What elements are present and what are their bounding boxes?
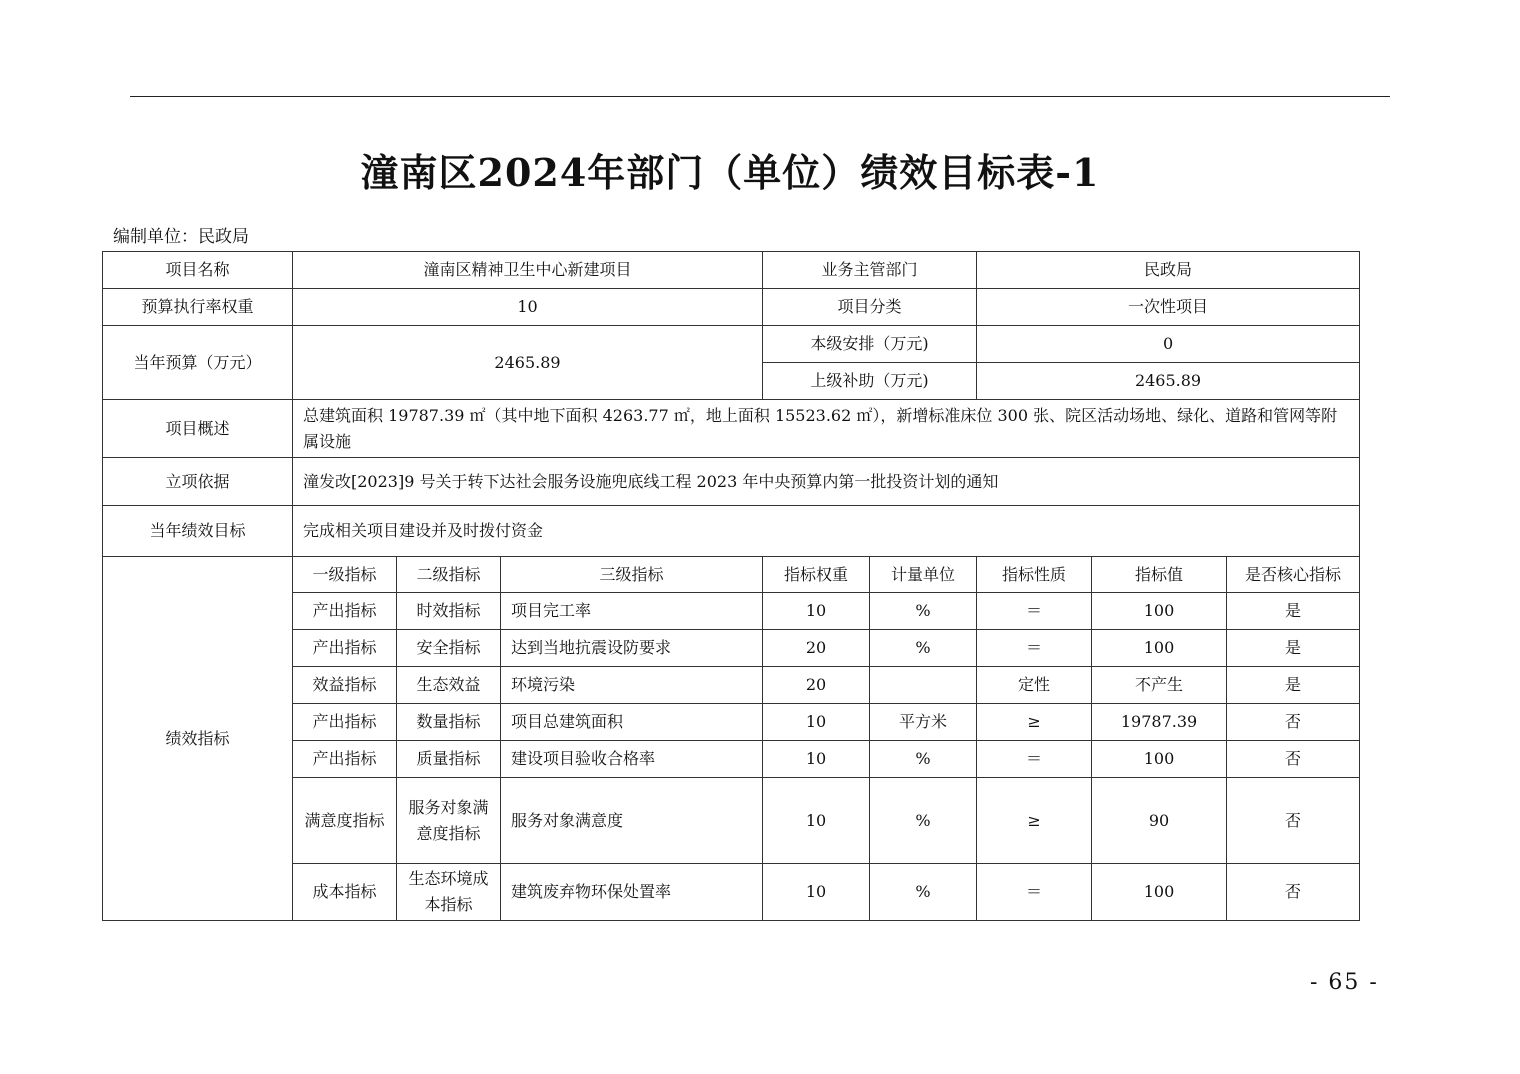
label-indicators: 绩效指标: [103, 557, 293, 921]
cell-core: 是: [1227, 667, 1360, 704]
cell-value: 不产生: [1092, 667, 1227, 704]
cell-level3: 服务对象满意度: [501, 778, 763, 864]
row-weight: [103, 289, 1360, 326]
cell-value: 100: [1092, 864, 1227, 921]
cell-level1: 产出指标: [293, 704, 397, 741]
cell-unit: %: [870, 630, 977, 667]
cell-nature: ＝: [977, 630, 1092, 667]
page-number: - 65 -: [1310, 970, 1379, 995]
row-goal: [103, 506, 1360, 557]
row-basis: [103, 458, 1360, 506]
row-project-name: [103, 252, 1360, 289]
cell-nature: ≥: [977, 778, 1092, 864]
value-local: 0: [977, 326, 1360, 363]
cell-level3: 项目完工率: [501, 593, 763, 630]
cell-level1: 成本指标: [293, 864, 397, 921]
cell-level3: 环境污染: [501, 667, 763, 704]
value-weight: 10: [293, 289, 763, 326]
cell-unit: %: [870, 741, 977, 778]
cell-level1: 效益指标: [293, 667, 397, 704]
cell-weight: 10: [763, 593, 870, 630]
cell-nature: ＝: [977, 864, 1092, 921]
value-overview: 总建筑面积 19787.39 ㎡（其中地下面积 4263.77 ㎡，地上面积 15523.62 ㎡），新增标准床位 300 张、院区活动场地、绿化、道路和管网等附属设施: [293, 400, 1360, 458]
cell-unit: %: [870, 778, 977, 864]
cell-value: 19787.39: [1092, 704, 1227, 741]
header-nature: 指标性质: [977, 557, 1092, 593]
cell-weight: 20: [763, 667, 870, 704]
cell-value: 100: [1092, 741, 1227, 778]
cell-nature: ＝: [977, 741, 1092, 778]
cell-level1: 产出指标: [293, 630, 397, 667]
document-title: 潼南区2024年部门（单位）绩效目标表-1: [360, 150, 1100, 195]
cell-value: 90: [1092, 778, 1227, 864]
cell-level3: 项目总建筑面积: [501, 704, 763, 741]
header-weight: 指标权重: [763, 557, 870, 593]
cell-level3: 建设项目验收合格率: [501, 741, 763, 778]
cell-nature: ≥: [977, 704, 1092, 741]
cell-core: 否: [1227, 704, 1360, 741]
cell-value: 100: [1092, 593, 1227, 630]
label-category: 项目分类: [763, 289, 977, 326]
cell-level2: 安全指标: [397, 630, 501, 667]
value-basis: 潼发改[2023]9 号关于转下达社会服务设施兜底线工程 2023 年中央预算内第一批投资计划的通知: [293, 458, 1360, 506]
cell-level2: 生态环境成本指标: [397, 864, 501, 921]
cell-weight: 20: [763, 630, 870, 667]
cell-level1: 产出指标: [293, 593, 397, 630]
cell-level1: 满意度指标: [293, 778, 397, 864]
cell-weight: 10: [763, 864, 870, 921]
header-level3: 三级指标: [501, 557, 763, 593]
cell-level2: 服务对象满意度指标: [397, 778, 501, 864]
label-dept: 业务主管部门: [763, 252, 977, 289]
label-basis: 立项依据: [103, 458, 293, 506]
cell-level2: 时效指标: [397, 593, 501, 630]
cell-value: 100: [1092, 630, 1227, 667]
cell-core: 否: [1227, 778, 1360, 864]
value-upper: 2465.89: [977, 363, 1360, 400]
header-level1: 一级指标: [293, 557, 397, 593]
compiler-unit: 编制单位：民政局: [113, 227, 249, 247]
cell-core: 是: [1227, 630, 1360, 667]
cell-level1: 产出指标: [293, 741, 397, 778]
value-budget: 2465.89: [293, 326, 763, 400]
cell-level2: 生态效益: [397, 667, 501, 704]
label-overview: 项目概述: [103, 400, 293, 458]
label-budget: 当年预算（万元）: [103, 326, 293, 400]
cell-weight: 10: [763, 741, 870, 778]
header-core: 是否核心指标: [1227, 557, 1360, 593]
header-value: 指标值: [1092, 557, 1227, 593]
label-weight: 预算执行率权重: [103, 289, 293, 326]
cell-unit: %: [870, 593, 977, 630]
cell-level2: 数量指标: [397, 704, 501, 741]
value-goal: 完成相关项目建设并及时拨付资金: [293, 506, 1360, 557]
label-local: 本级安排（万元): [763, 326, 977, 363]
row-overview: [103, 400, 1360, 458]
value-dept: 民政局: [977, 252, 1360, 289]
cell-level2: 质量指标: [397, 741, 501, 778]
row-budget: [103, 326, 1360, 363]
header-level2: 二级指标: [397, 557, 501, 593]
cell-weight: 10: [763, 778, 870, 864]
cell-core: 否: [1227, 864, 1360, 921]
label-upper: 上级补助（万元): [763, 363, 977, 400]
label-goal: 当年绩效目标: [103, 506, 293, 557]
value-category: 一次性项目: [977, 289, 1360, 326]
header-unit: 计量单位: [870, 557, 977, 593]
cell-weight: 10: [763, 704, 870, 741]
header-rule: [130, 96, 1390, 97]
cell-unit: [870, 667, 977, 704]
cell-core: 否: [1227, 741, 1360, 778]
cell-core: 是: [1227, 593, 1360, 630]
performance-table: [102, 251, 1360, 921]
label-project-name: 项目名称: [103, 252, 293, 289]
indicator-header-row: [103, 557, 1360, 593]
value-project-name: 潼南区精神卫生中心新建项目: [293, 252, 763, 289]
cell-nature: 定性: [977, 667, 1092, 704]
cell-unit: 平方米: [870, 704, 977, 741]
cell-level3: 达到当地抗震设防要求: [501, 630, 763, 667]
cell-nature: ＝: [977, 593, 1092, 630]
cell-level3: 建筑废弃物环保处置率: [501, 864, 763, 921]
cell-unit: %: [870, 864, 977, 921]
